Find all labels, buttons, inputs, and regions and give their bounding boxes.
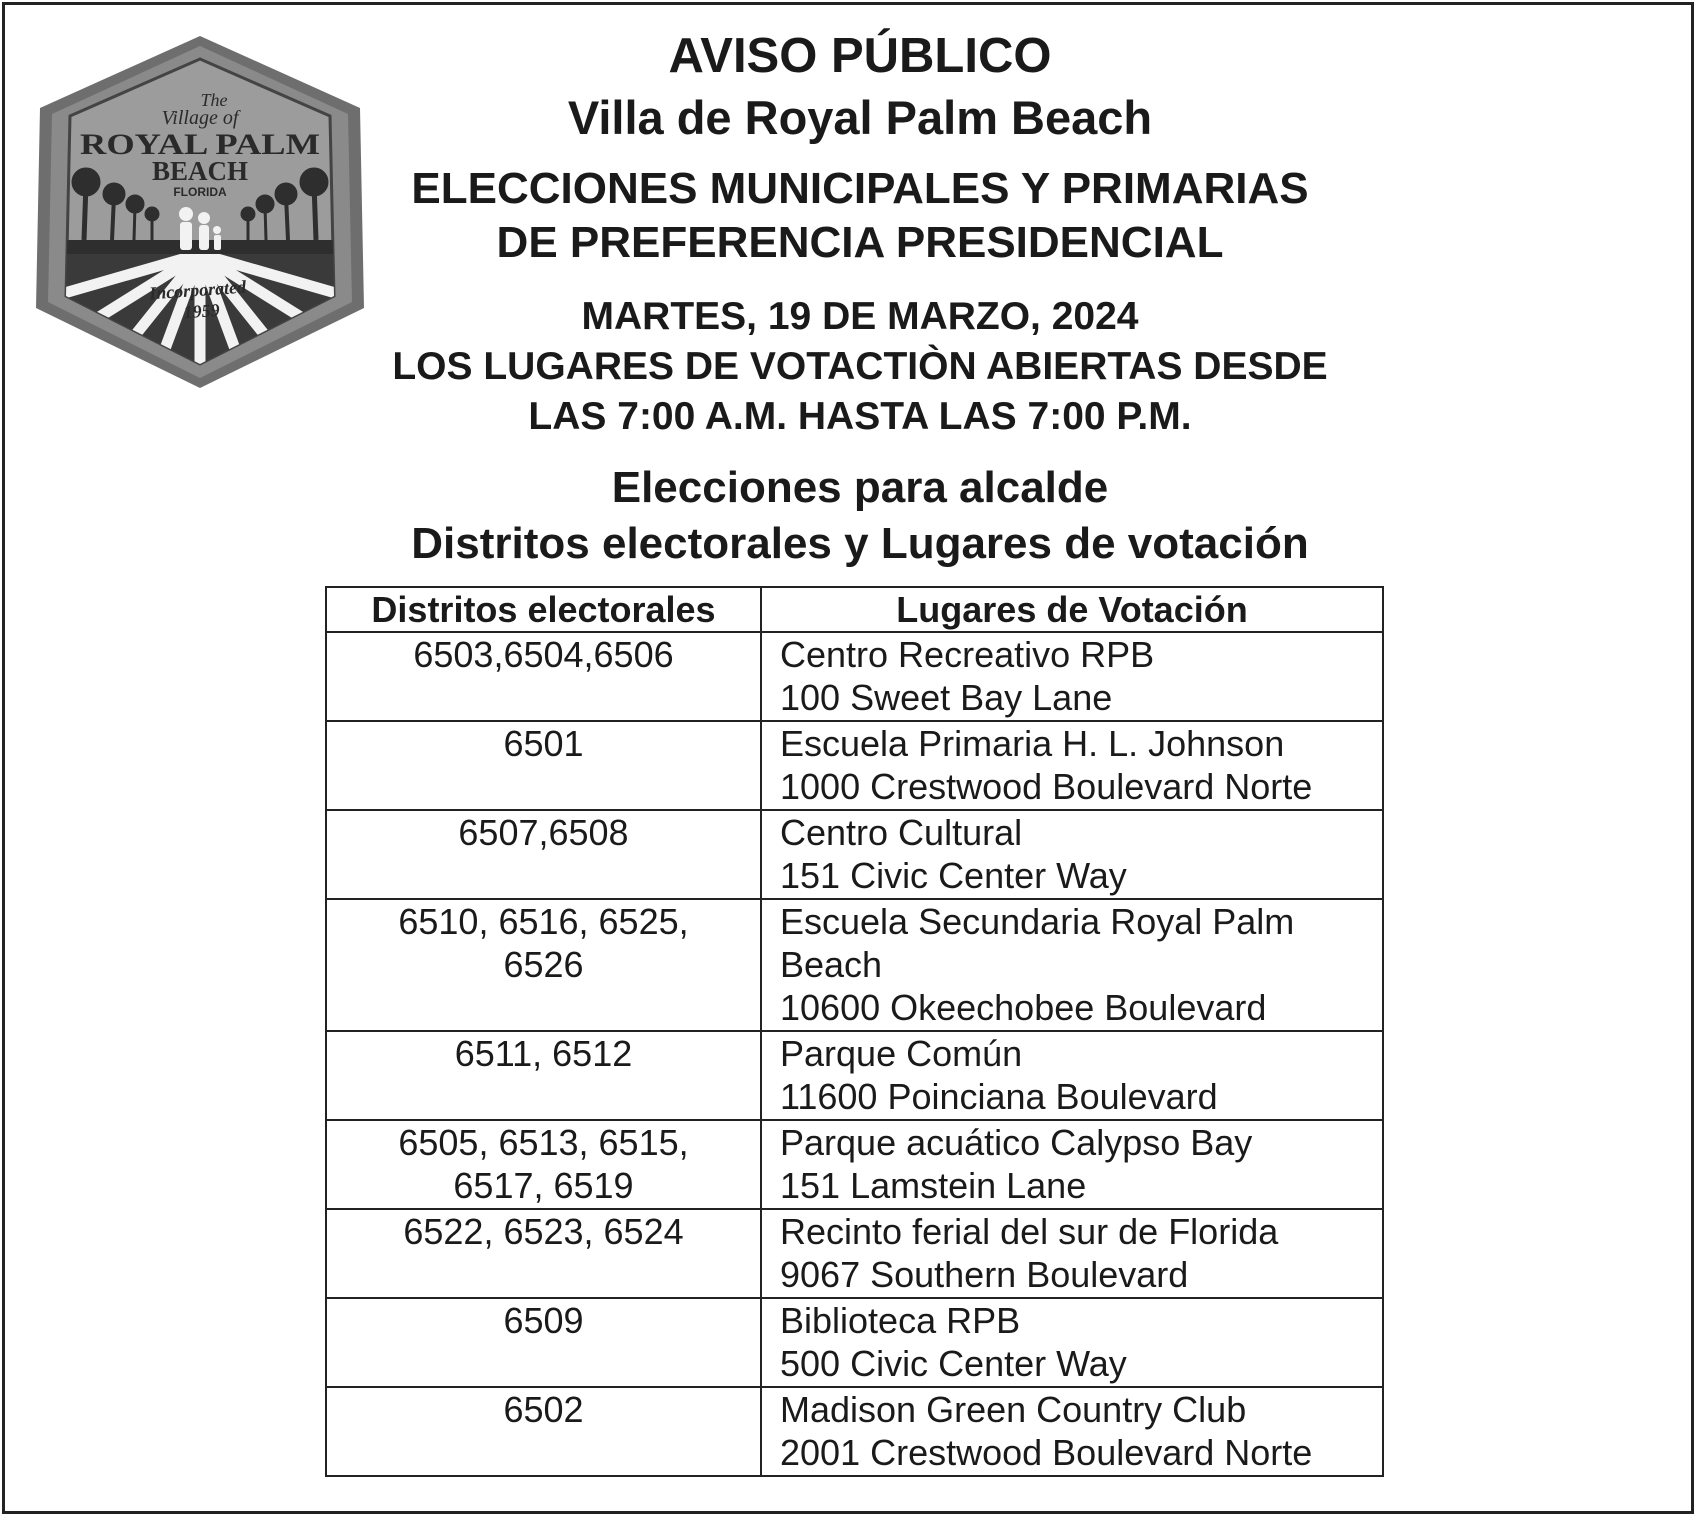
polling-place-cell: Escuela Secundaria Royal Palm Beach 10600 Okeechobee Boulevard [761,899,1383,1031]
table-row [326,632,1383,721]
seal-royal-palm: ROYAL PALM [80,128,320,161]
village-seal-logo [34,34,366,390]
table-row [326,1298,1383,1387]
districts-cell: 6511, 6512 [326,1031,761,1120]
districts-cell: 6501 [326,721,761,810]
table-row [326,899,1383,1031]
districts-cell: 6507,6508 [326,810,761,899]
table-row [326,1387,1383,1476]
election-date-hours [340,292,1380,442]
column-header-polling-places: Lugares de Votación [761,587,1383,632]
election-title [340,162,1380,270]
polling-place-cell: Parque acuático Calypso Bay 151 Lamstein Lane [761,1120,1383,1209]
polling-places-table [325,586,1384,1477]
subtitle-line-1: Elecciones para alcalde [611,463,1109,512]
districts-cell: 6502 [326,1387,761,1476]
table-row [326,1031,1383,1120]
polling-place-cell: Biblioteca RPB 500 Civic Center Way [761,1298,1383,1387]
table-row [326,1120,1383,1209]
table-row [326,810,1383,899]
notice-title: AVISO PÚBLICO [668,29,1052,83]
seal-incorporated: Incorporated [148,276,247,304]
subtitle-line-2: Distritos electorales y Lugares de votación [411,519,1309,568]
polling-place-cell: Parque Común 11600 Poinciana Boulevard [761,1031,1383,1120]
districts-cell: 6510, 6516, 6525, 6526 [326,899,761,1031]
districts-cell: 6509 [326,1298,761,1387]
table-row [326,721,1383,810]
table-header-row [326,587,1383,632]
polls-hours-line-2: LAS 7:00 A.M. HASTA LAS 7:00 P.M. [528,395,1192,438]
section-subtitle [340,460,1380,572]
polling-place-cell: Escuela Primaria H. L. Johnson 1000 Crestwood Boulevard Norte [761,721,1383,810]
election-date: MARTES, 19 DE MARZO, 2024 [581,295,1139,338]
districts-cell: 6505, 6513, 6515, 6517, 6519 [326,1120,761,1209]
polling-place-cell: Recinto ferial del sur de Florida 9067 Southern Boulevard [761,1209,1383,1298]
polls-hours-line-1: LOS LUGARES DE VOTACTIÒN ABIERTAS DESDE [392,345,1328,388]
polling-place-cell: Centro Cultural 151 Civic Center Way [761,810,1383,899]
table-row [326,1209,1383,1298]
village-name: Villa de Royal Palm Beach [567,91,1153,144]
column-header-districts: Distritos electorales [326,587,761,632]
polling-place-cell: Madison Green Country Club 2001 Crestwood Boulevard Norte [761,1387,1383,1476]
polling-place-cell: Centro Recreativo RPB 100 Sweet Bay Lane [761,632,1383,721]
election-title-line-2: DE PREFERENCIA PRESIDENCIAL [496,218,1224,267]
seal-beach: BEACH [151,156,249,186]
seal-the: The [200,90,228,110]
election-title-line-1: ELECCIONES MUNICIPALES Y PRIMARIAS [411,164,1309,213]
seal-village-of: Village of [161,107,239,129]
seal-year: 1959 [182,299,221,323]
districts-cell: 6503,6504,6506 [326,632,761,721]
seal-florida: FLORIDA [173,185,227,199]
districts-cell: 6522, 6523, 6524 [326,1209,761,1298]
